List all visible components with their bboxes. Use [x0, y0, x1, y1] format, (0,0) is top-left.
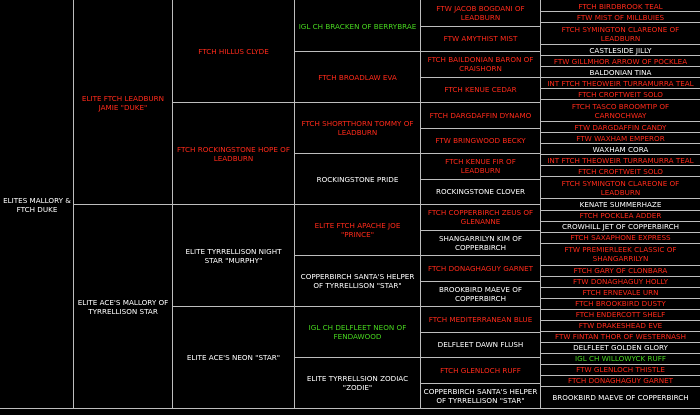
ancestor-gen5-4: FTCH DARGDAFFIN DYNAMO — [429, 110, 532, 120]
ancestor-gen6-28: IGL CH WILLOWYCK RUFF — [575, 354, 666, 364]
grid-line — [540, 243, 700, 244]
ancestor-gen6-2: FTCH SYMINGTON CLAREONE OF LEADBURN — [561, 24, 680, 43]
ancestor-gen3-2: ELITE TYRRELLISON NIGHT STAR "MURPHY" — [185, 246, 282, 265]
grid-line — [172, 306, 294, 307]
grid-line — [172, 102, 294, 103]
ancestor-gen6-8: FTCH TASCO BROOMTIP OF CARNOCHWAY — [571, 101, 670, 120]
grid-line — [294, 255, 420, 256]
grid-line — [540, 99, 700, 100]
grid-line — [540, 309, 700, 310]
ancestor-gen6-26: FTW FINTAN THOR OF WESTERNASH — [554, 332, 687, 342]
grid-line — [294, 153, 420, 154]
ancestor-gen6-13: FTCH CROFTWEIT SOLO — [578, 166, 663, 176]
grid-line — [540, 77, 700, 78]
ancestor-gen3-1: FTCH ROCKINGSTONE HOPE OF LEADBURN — [177, 144, 290, 163]
ancestor-gen6-4: FTW GILLMHOR ARROW OF POCKLEA — [553, 56, 688, 66]
grid-line — [540, 154, 700, 155]
grid-line — [540, 132, 700, 133]
ancestor-gen6-14: FTCH SYMINGTON CLAREONE OF LEADBURN — [561, 178, 680, 197]
ancestor-gen5-10: FTCH DONAGHAGUY GARNET — [427, 263, 534, 273]
grid-line — [540, 55, 700, 56]
ancestor-gen4-7: ELITE TYRRELLSION ZODIAC "ZODIE" — [306, 374, 409, 392]
ancestor-gen6-7: FTCH CROFTWEIT SOLO — [578, 89, 663, 99]
grid-line — [294, 102, 420, 103]
grid-line — [540, 121, 700, 122]
ancestor-gen5-11: BROOKBIRD MAEVE OF COPPERBIRCH — [438, 284, 522, 303]
ancestor-gen6-17: CROWHILL JET OF COPPERBIRCH — [562, 222, 679, 232]
grid-line — [420, 128, 540, 129]
grid-line — [540, 342, 700, 343]
grid-line — [540, 276, 700, 277]
grid-line — [540, 287, 700, 288]
ancestor-gen4-6: IGL CH DELFLEET NEON OF FENDAWOOD — [308, 323, 407, 341]
grid-line — [420, 230, 540, 231]
grid-line — [540, 176, 700, 177]
grid-line — [540, 221, 700, 222]
ancestor-gen6-3: CASTLESIDE JILLY — [589, 45, 652, 55]
ancestor-gen5-7: ROCKINGSTONE CLOVER — [435, 187, 525, 197]
grid-line — [540, 364, 700, 365]
ancestor-gen2-1: ELITE ACE'S MALLORY OF TYRRELLISON STAR — [77, 297, 169, 316]
grid-line — [294, 357, 420, 358]
ancestor-gen6-16: FTCH POCKLEA ADDER — [579, 211, 662, 220]
ancestor-gen4-3: ROCKINGSTONE PRIDE — [316, 174, 399, 184]
grid-line — [294, 204, 420, 205]
ancestor-gen6-11: WAXHAM CORA — [592, 144, 649, 154]
ancestor-gen6-31: BROOKBIRD MAEVE OF COPPERBIRCH — [552, 392, 689, 402]
ancestor-gen4-4: ELITE FTCH APACHE JOE "PRINCE" — [314, 221, 401, 239]
grid-line — [540, 353, 700, 354]
ancestor-gen6-15: KENATE SUMMERHAZE — [579, 199, 662, 209]
grid-line — [540, 198, 700, 199]
grid-line — [540, 66, 700, 67]
grid-line — [420, 357, 540, 358]
ancestor-gen5-15: COPPERBIRCH SANTA'S HELPER OF TYRRELLISON "STAR" — [423, 386, 538, 405]
grid-line — [540, 298, 700, 299]
ancestor-gen6-20: FTCH GARY OF CLONBARA — [573, 266, 668, 276]
grid-line — [540, 44, 700, 45]
grid-line — [420, 204, 540, 205]
ancestor-gen6-24: FTCH ENDERCOTT SHELF — [575, 310, 666, 320]
ancestor-gen4-2: FTCH SHORTTHORN TOMMY OF LEADBURN — [301, 119, 414, 137]
ancestor-gen6-9: FTW DARGDAFFIN CANDY — [574, 122, 667, 132]
ancestor-gen6-27: DELFLEET GOLDEN GLORY — [573, 343, 668, 353]
ancestor-gen5-8: FTCH COPPERBIRCH ZEUS OF GLENANNE — [427, 208, 534, 227]
grid-line — [540, 143, 700, 144]
ancestor-gen6-1: FTW MIST OF MILLBUIES — [576, 12, 665, 22]
ancestor-gen6-21: FTW DONAGHAGUY HOLLY — [573, 277, 668, 287]
grid-line — [540, 232, 700, 233]
grid-line — [420, 102, 540, 103]
ancestor-gen6-12: INT FTCH THEOWEIR TURRAMURRA TEAL — [547, 155, 694, 165]
grid-line — [540, 375, 700, 376]
grid-line — [420, 255, 540, 256]
grid-line — [420, 77, 540, 78]
grid-line — [540, 88, 700, 89]
ancestor-gen5-5: FTW BRINGWOOD BECKY — [435, 136, 526, 146]
ancestor-gen5-0: FTW JACOB BOGDANI OF LEADBURN — [436, 4, 525, 23]
grid-line — [540, 22, 700, 23]
ancestor-gen3-0: FTCH HILLUS CLYDE — [198, 47, 269, 56]
ancestor-gen6-30: FTCH DONAGHAGUY GARNET — [567, 376, 674, 386]
ancestor-gen5-9: SHANGARRILYN KIM OF COPPERBIRCH — [438, 233, 523, 252]
grid-line — [540, 320, 700, 321]
ancestor-gen6-6: INT FTCH THEOWEIR TURRAMURRA TEAL — [547, 78, 694, 88]
ancestor-gen6-18: FTCH SAXAPHONE EXPRESS — [570, 233, 671, 243]
ancestor-gen5-3: FTCH KENUE CEDAR — [444, 85, 517, 95]
ancestor-gen2-0: ELITE FTCH LEADBURN JAMIE "DUKE" — [81, 93, 165, 112]
ancestor-gen6-29: FTW GLENLOCH THISTLE — [576, 365, 665, 375]
grid-line — [172, 204, 294, 205]
ancestor-gen5-12: FTCH MEDITERRANEAN BLUE — [428, 314, 533, 324]
grid-line — [420, 281, 540, 282]
ancestor-gen5-14: FTCH GLENLOCH RUFF — [440, 365, 521, 375]
ancestor-gen6-25: FTW DRAKESHEAD EVE — [578, 321, 663, 331]
ancestor-gen4-5: COPPERBIRCH SANTA'S HELPER OF TYRRELLISON "STAR" — [300, 272, 415, 290]
ancestor-gen3-3: ELITE ACE'S NEON "STAR" — [186, 353, 281, 362]
ancestor-gen5-13: DELFLEET DAWN FLUSH — [437, 340, 524, 350]
grid-line — [420, 383, 540, 384]
grid-line — [540, 11, 700, 12]
ancestor-gen6-0: FTCH BIRDBROOK TEAL — [578, 1, 663, 11]
grid-line — [294, 51, 420, 52]
grid-line — [420, 306, 540, 307]
ancestor-gen5-2: FTCH BAILDONIAN BARON OF CRAISHORN — [427, 55, 534, 74]
ancestor-gen6-5: BALDONIAN TINA — [589, 67, 652, 77]
grid-line — [540, 165, 700, 166]
ancestor-gen5-1: FTW AMYTHIST MIST — [443, 34, 518, 44]
ancestor-gen6-10: FTW WAXHAM EMPEROR — [576, 133, 665, 143]
grid-line — [420, 153, 540, 154]
grid-line — [420, 332, 540, 333]
grid-line — [73, 204, 172, 205]
grid-line — [420, 51, 540, 52]
grid-line — [420, 26, 540, 27]
grid-line — [540, 210, 700, 211]
ancestor-gen4-0: IGL CH BRACKEN OF BERRYBRAE — [298, 21, 417, 31]
ancestor-gen6-22: FTCH ERNEVALE URN — [582, 288, 659, 298]
ancestor-gen5-6: FTCH KENUE FIR OF LEADBURN — [445, 157, 516, 176]
grid-line — [0, 408, 700, 409]
grid-line — [540, 265, 700, 266]
ancestor-gen4-1: FTCH BROADLAW EVA — [318, 72, 397, 82]
grid-line — [420, 179, 540, 180]
grid-line — [540, 331, 700, 332]
ancestor-gen6-23: FTCH BROOKBIRD DUSTY — [575, 299, 666, 309]
ancestor-gen6-19: FTW PREMIERLEEK CLASSIC OF SHANGARRILYN — [564, 245, 677, 264]
grid-line — [294, 306, 420, 307]
ancestor-gen1-0: ELITES MALLORY & FTCH DUKE — [3, 195, 71, 214]
grid-line — [540, 386, 700, 387]
